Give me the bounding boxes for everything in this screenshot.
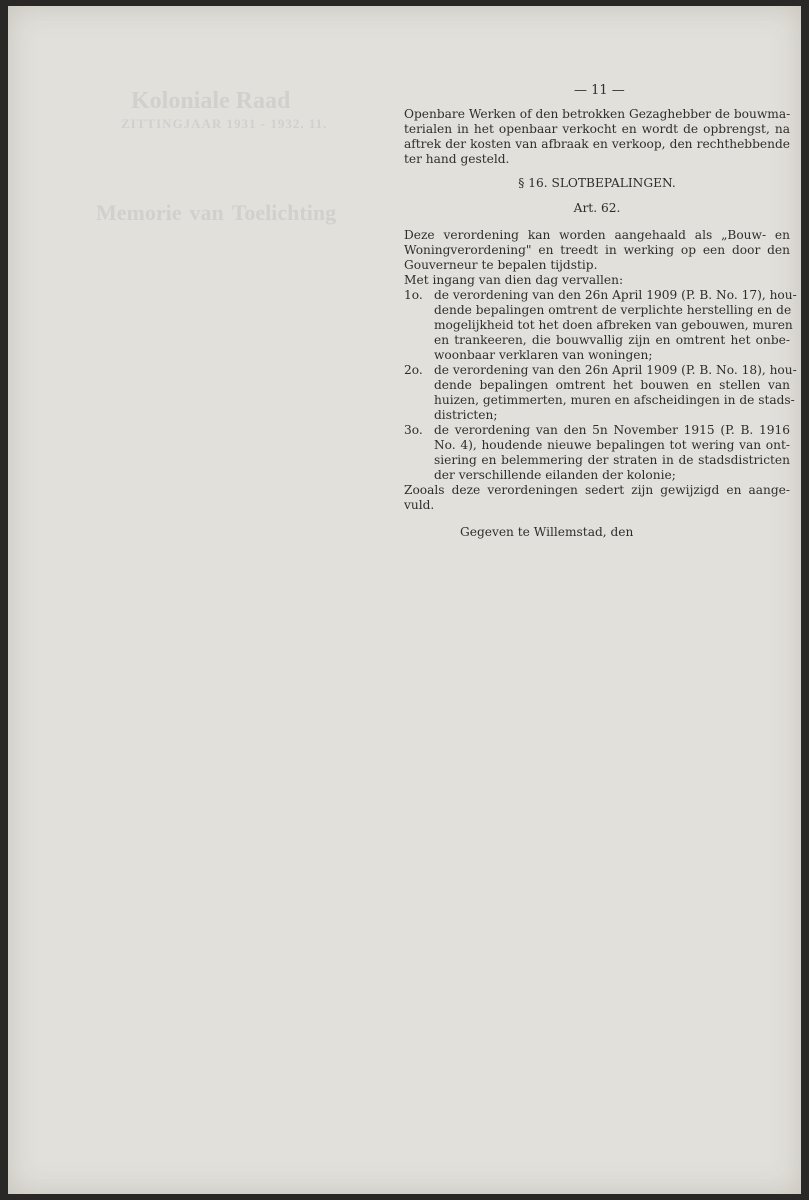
item-line: huizen, getimmerten, muren en afscheidingen in de stads-	[434, 393, 795, 407]
item-line: en trankeeren, die bouwvallig zijn en omtrent het onbe-	[434, 333, 790, 347]
document-page	[8, 6, 801, 1194]
item-line: de verordening van den 26n April 1909 (P. B. No. 18), hou-	[434, 363, 797, 377]
ghost-line-1: Koloniale Raad	[131, 88, 291, 114]
item-line: districten;	[434, 408, 498, 422]
intro-line: ter hand gesteld.	[404, 152, 510, 166]
item-line: der verschillende eilanden der kolonie;	[434, 468, 676, 482]
item-line: mogelijkheid tot het doen afbreken van gebouwen, muren	[434, 318, 793, 332]
body-line: Woningverordening" en treedt in werking op een door den	[404, 243, 790, 257]
item-line: de verordening van den 5n November 1915 (P. B. 1916	[434, 423, 790, 437]
body-line: Gouverneur te bepalen tijdstip.	[404, 258, 598, 272]
closing-line: vuld.	[404, 498, 435, 512]
signature-line: Gegeven te Willemstad, den	[460, 525, 634, 539]
body-line: Met ingang van dien dag vervallen:	[404, 273, 624, 287]
item-line: de verordening van den 26n April 1909 (P. B. No. 17), hou-	[434, 288, 797, 302]
item-line: siering en belemmering der straten in de stadsdistricten	[434, 453, 790, 467]
ghost-line-2: ZITTINGJAAR 1931 - 1932. 11.	[121, 116, 328, 131]
item-label: 1o.	[404, 288, 423, 302]
closing-line: Zooals deze verordeningen sedert zijn gewijzigd en aange-	[404, 483, 790, 497]
ghost-title	[96, 200, 344, 226]
item-line: dende bepalingen omtrent het bouwen en stellen van	[434, 378, 790, 392]
item-label: 3o.	[404, 423, 423, 437]
intro-line: terialen in het openbaar verkocht en wordt de opbrengst, na	[404, 122, 790, 136]
intro-line: Openbare Werken of den betrokken Gezaghebber de bouwma-	[404, 107, 791, 121]
intro-line: aftrek der kosten van afbraak en verkoop, den rechthebbende	[404, 137, 790, 151]
item-line: woonbaar verklaren van woningen;	[434, 348, 653, 362]
ghost-title-word: van	[189, 200, 224, 225]
item-line: No. 4), houdende nieuwe bepalingen tot wering van ont-	[434, 438, 790, 452]
ghost-title-word: Toelichting	[231, 200, 337, 225]
item-line: dende bepalingen omtrent de verplichte herstelling en de	[434, 303, 792, 317]
ghost-title-word: Memorie	[96, 200, 182, 225]
item-label: 2o.	[404, 363, 423, 377]
page-number: — 11 —	[574, 83, 625, 98]
article-heading: Art. 62.	[573, 201, 621, 215]
section-heading: § 16. SLOTBEPALINGEN.	[518, 176, 676, 190]
body-line: Deze verordening kan worden aangehaald als „Bouw- en	[404, 228, 790, 242]
